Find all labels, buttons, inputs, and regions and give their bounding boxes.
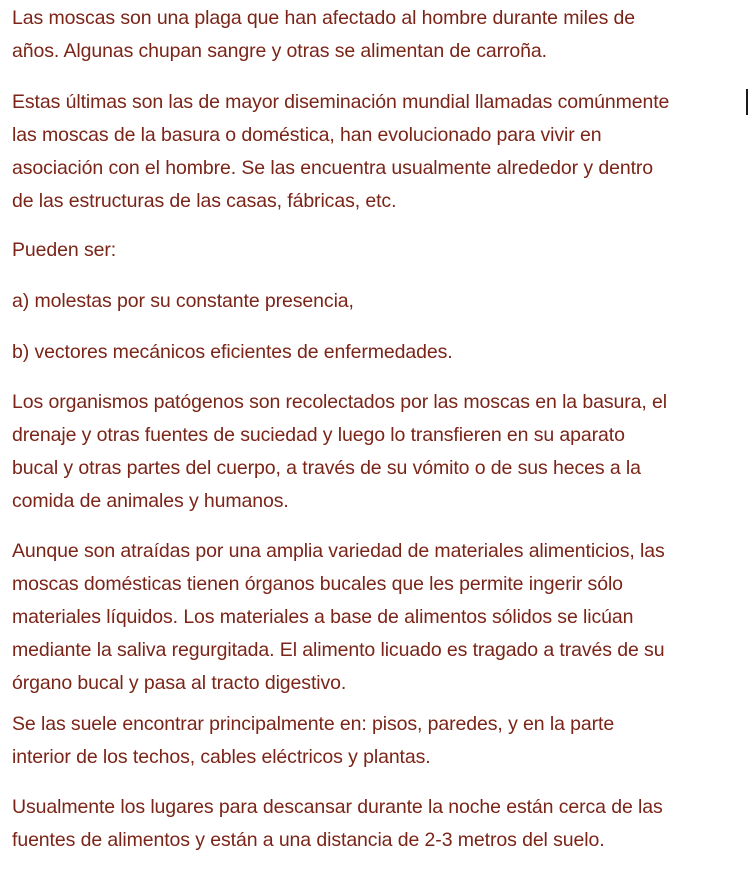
text-cursor xyxy=(746,89,748,115)
paragraph-resting: Usualmente los lugares para descansar durante la noche están cerca de las fuentes de alimentos y están a una distancia de 2-3 metros del suelo. xyxy=(12,796,663,851)
document-body xyxy=(12,0,748,872)
paragraph-pathogens: Los organismos patógenos son recolectados por las moscas en la basura, el drenaje y otras fuentes de suciedad y luego lo transfieren en su aparato bucal y otras partes del cuerpo, a través de su vómito o de sus heces a la comida de animales y humanos. xyxy=(12,391,667,512)
list-item-b: b) vectores mecánicos eficientes de enfermedades. xyxy=(12,341,453,363)
list-item-a: a) molestas por su constante presencia, xyxy=(12,290,354,312)
paragraph-domestic-flies: Estas últimas son las de mayor diseminación mundial llamadas comúnmente las moscas de la basura o doméstica, han evolucionado para vivir en asociación con el hombre. Se las encuentra usualmente alrededor y dentro de las estructuras de las casas, fábricas, etc. xyxy=(12,91,670,212)
paragraph-locations: Se las suele encontrar principalmente en: pisos, paredes, y en la parte interior de los techos, cables eléctricos y plantas. xyxy=(12,713,615,768)
paragraph-feeding: Aunque son atraídas por una amplia variedad de materiales alimenticios, las moscas domésticas tienen órganos bucales que les permite ingerir sólo materiales líquidos. Los materiales a base de alimentos sólidos se licúan mediante la saliva regurgitada. El alimento licuado es tragado a través de su órgano bucal y pasa al tracto digestivo. xyxy=(12,540,665,694)
paragraph-intro: Las moscas son una plaga que han afectado al hombre durante miles de años. Algunas chupan sangre y otras se alimentan de carroña. xyxy=(12,7,636,62)
paragraph-pueden-ser: Pueden ser: xyxy=(12,239,117,261)
